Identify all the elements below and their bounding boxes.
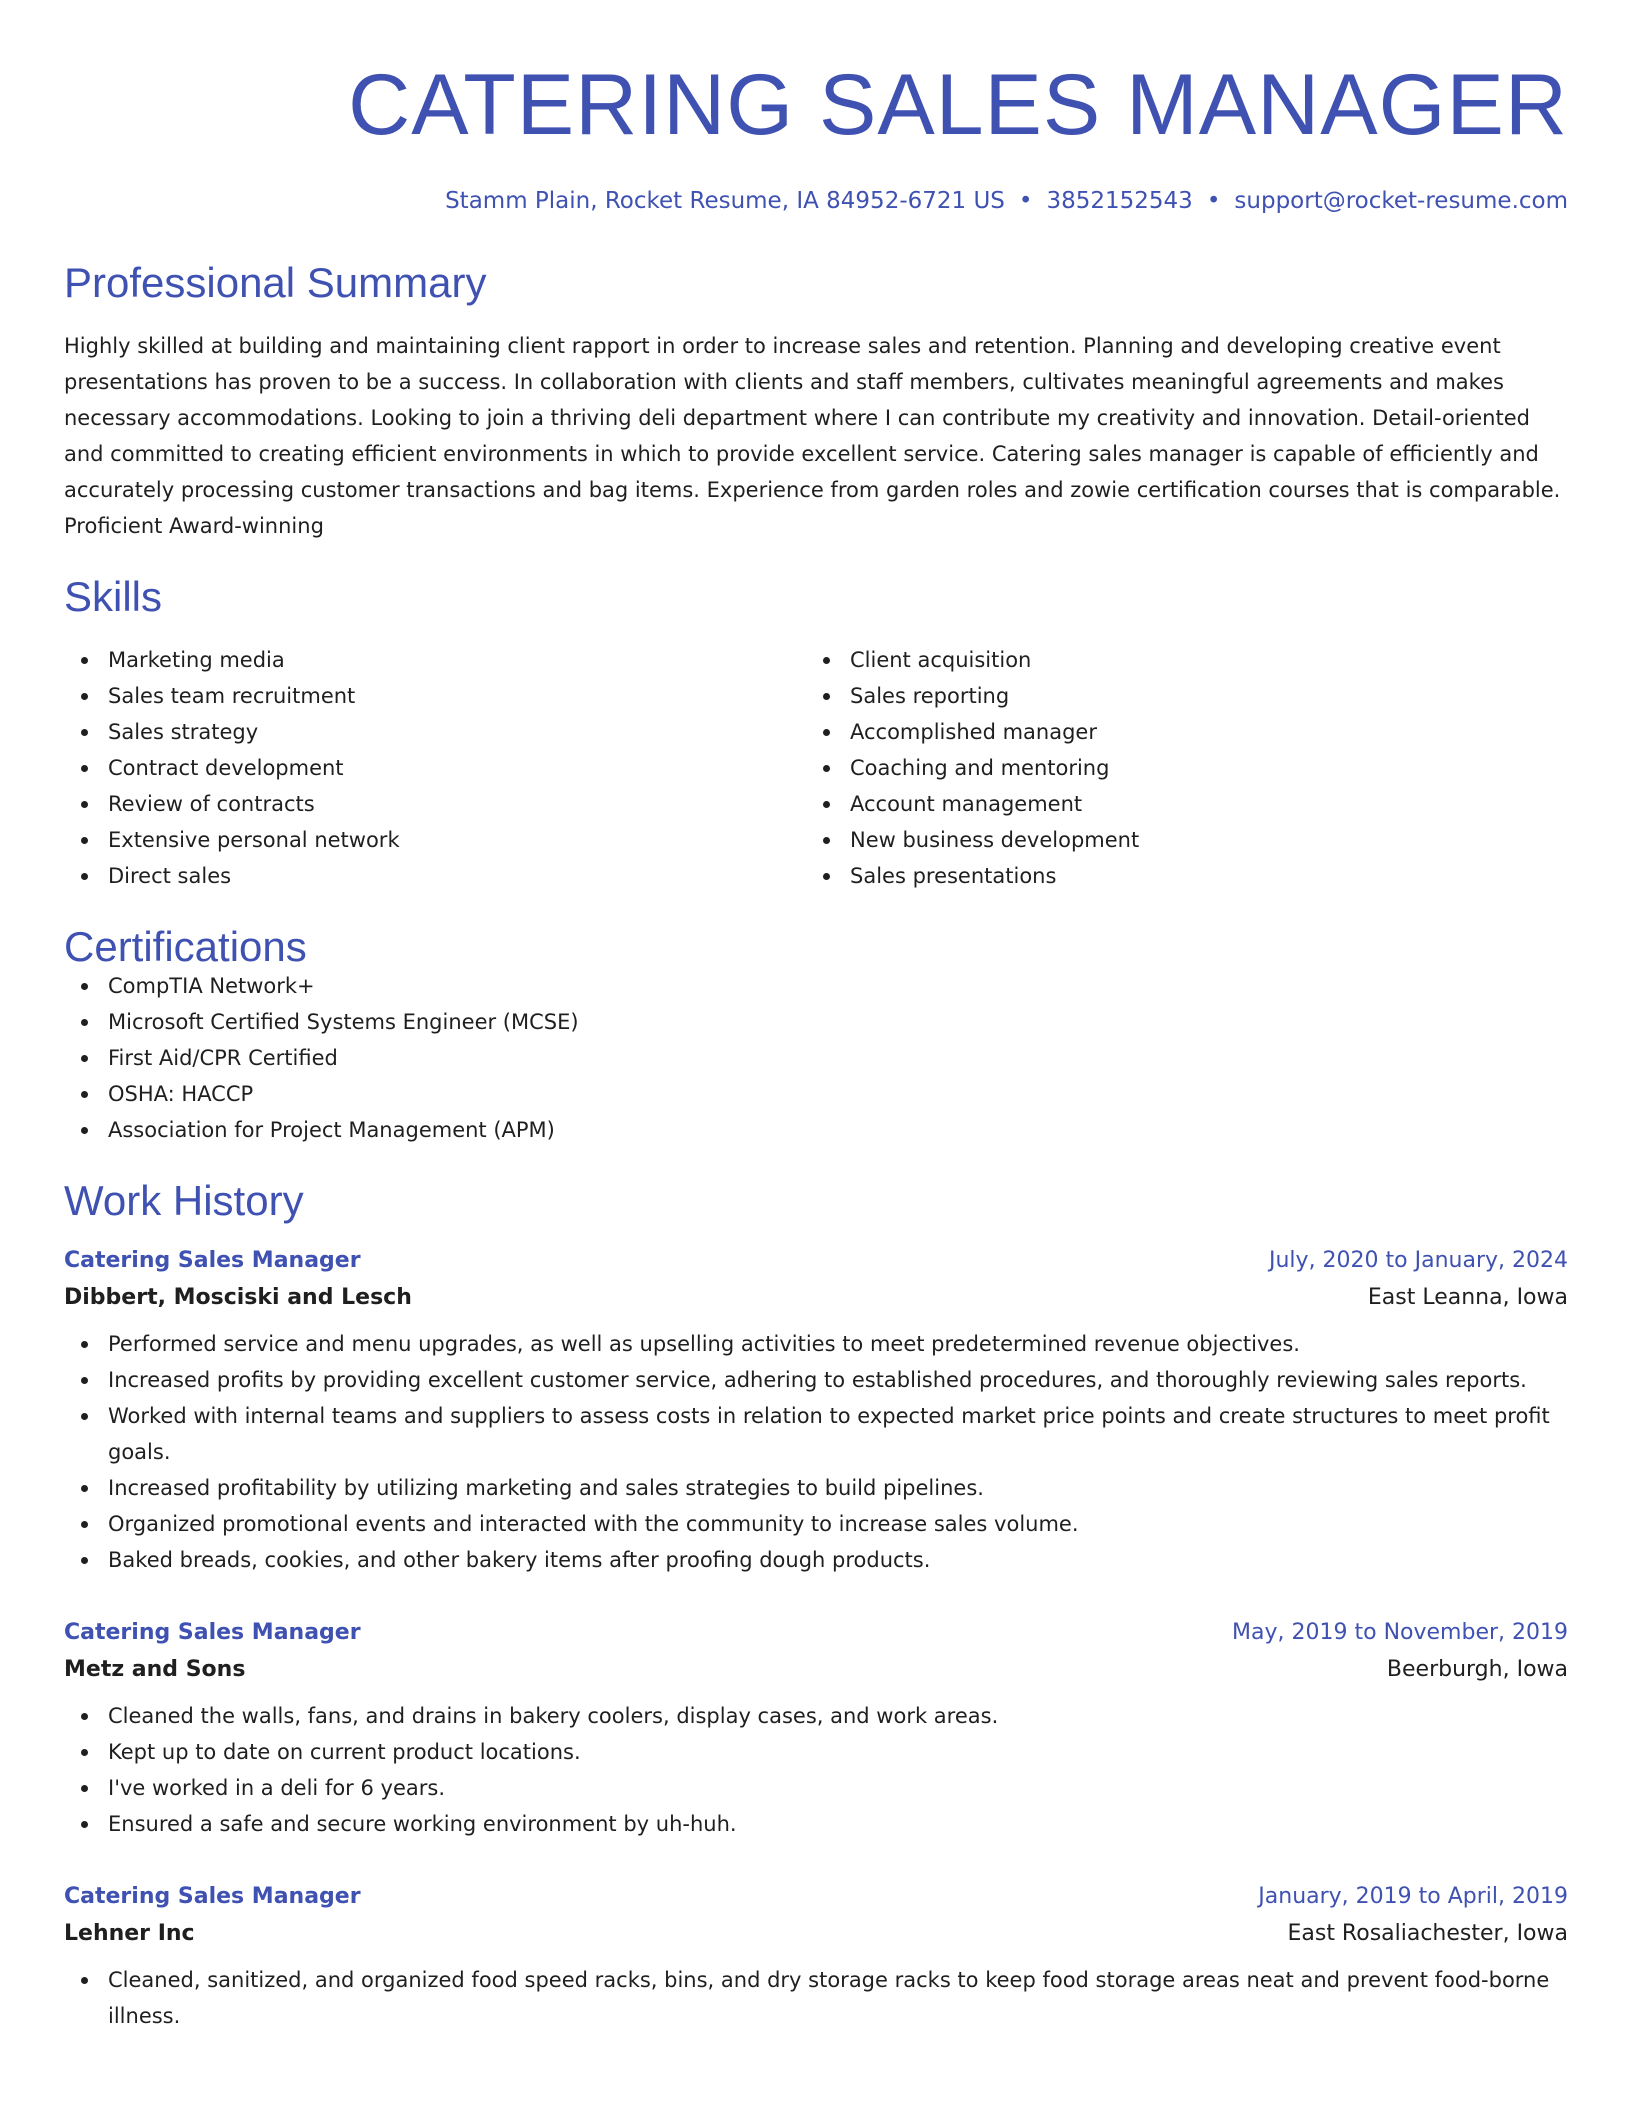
job-bullet: I've worked in a deli for 6 years. bbox=[108, 1770, 1568, 1806]
job-dates: May, 2019 to November, 2019 bbox=[1232, 1619, 1568, 1645]
job-location: East Leanna, Iowa bbox=[1367, 1284, 1568, 1310]
skills-column-right bbox=[806, 642, 1548, 894]
job-location: East Rosaliachester, Iowa bbox=[1287, 1920, 1568, 1946]
certification-item: Association for Project Management (APM) bbox=[108, 1112, 1568, 1148]
job-header bbox=[64, 1620, 1568, 1645]
job-company: Lehner Inc bbox=[64, 1920, 195, 1946]
contact-separator: • bbox=[1206, 188, 1221, 214]
skill-item: Sales presentations bbox=[850, 858, 1548, 894]
job-bullet: Ensured a safe and secure working environment by uh-huh. bbox=[108, 1806, 1568, 1842]
job-bullet: Worked with internal teams and suppliers to assess costs in relation to expected market price points and create structures to meet profit goals. bbox=[108, 1398, 1568, 1470]
skill-item: Review of contracts bbox=[108, 786, 806, 822]
skills-list-right bbox=[806, 642, 1548, 894]
job-bullets bbox=[64, 1962, 1568, 2034]
skill-item: Extensive personal network bbox=[108, 822, 806, 858]
certification-item: OSHA: HACCP bbox=[108, 1076, 1568, 1112]
resume-name: CATERING SALES MANAGER bbox=[348, 57, 1568, 153]
skill-item: Sales reporting bbox=[850, 678, 1548, 714]
skill-item: Coaching and mentoring bbox=[850, 750, 1548, 786]
job-entry bbox=[64, 1620, 1568, 1842]
skills-list-left bbox=[64, 642, 806, 894]
job-subheader bbox=[64, 1921, 1568, 1946]
certification-item: Microsoft Certified Systems Engineer (MCSE) bbox=[108, 1004, 1568, 1040]
certifications-list bbox=[64, 968, 1568, 1148]
job-bullet: Organized promotional events and interacted with the community to increase sales volume. bbox=[108, 1506, 1568, 1542]
section-title-certifications: Certifications bbox=[64, 922, 307, 970]
skill-item: Sales team recruitment bbox=[108, 678, 806, 714]
job-title: Catering Sales Manager bbox=[64, 1619, 361, 1645]
skills-column-left bbox=[64, 642, 806, 894]
skill-item: Client acquisition bbox=[850, 642, 1548, 678]
job-subheader bbox=[64, 1657, 1568, 1682]
contact-phone[interactable]: 3852152543 bbox=[1046, 188, 1193, 214]
skill-item: Sales strategy bbox=[108, 714, 806, 750]
summary-text: Highly skilled at building and maintaining client rapport in order to increase sales and retention. Planning and developing creative event presentations has proven to be a success. In collaboration with clients and staff members, cultivates meaningful agreements and makes necessary accommodations. Looking to join a thriving deli department where I can contribute my creativity and innovation. Detail-oriented and committed to creating efficient environments in which to provide excellent service. Catering sales manager is capable of efficiently and accurately processing customer transactions and bag items. Experience from garden roles and zowie certification courses that is comparable. Proficient Award-winning bbox=[64, 333, 1561, 538]
certification-item: CompTIA Network+ bbox=[108, 968, 1568, 1004]
skill-item: New business development bbox=[850, 822, 1548, 858]
skill-item: Contract development bbox=[108, 750, 806, 786]
job-dates: January, 2019 to April, 2019 bbox=[1258, 1883, 1568, 1909]
job-subheader bbox=[64, 1285, 1568, 1310]
job-company: Dibbert, Mosciski and Lesch bbox=[64, 1284, 412, 1310]
skills-grid bbox=[64, 642, 1568, 894]
job-bullet: Cleaned, sanitized, and organized food speed racks, bins, and dry storage racks to keep food storage areas neat and prevent food-borne illness. bbox=[108, 1962, 1568, 2034]
job-bullet: Performed service and menu upgrades, as well as upselling activities to meet predetermined revenue objectives. bbox=[108, 1326, 1568, 1362]
job-bullet: Cleaned the walls, fans, and drains in bakery coolers, display cases, and work areas. bbox=[108, 1698, 1568, 1734]
job-title: Catering Sales Manager bbox=[64, 1883, 361, 1909]
skill-item: Accomplished manager bbox=[850, 714, 1548, 750]
skill-item: Marketing media bbox=[108, 642, 806, 678]
job-bullet: Increased profits by providing excellent customer service, adhering to established procedures, and thoroughly reviewing sales reports. bbox=[108, 1362, 1568, 1398]
section-title-skills: Skills bbox=[64, 572, 163, 620]
contact-separator: • bbox=[1018, 188, 1033, 214]
job-dates: July, 2020 to January, 2024 bbox=[1269, 1247, 1568, 1273]
job-bullet: Increased profitability by utilizing marketing and sales strategies to build pipelines. bbox=[108, 1470, 1568, 1506]
section-title-work-history: Work History bbox=[64, 1176, 304, 1224]
job-company: Metz and Sons bbox=[64, 1656, 246, 1682]
job-bullet: Baked breads, cookies, and other bakery items after proofing dough products. bbox=[108, 1542, 1568, 1578]
resume-page bbox=[64, 0, 1568, 2034]
job-bullet: Kept up to date on current product locations. bbox=[108, 1734, 1568, 1770]
contact-address: Stamm Plain, Rocket Resume, IA 84952-6721 US bbox=[445, 188, 1005, 214]
section-title-summary: Professional Summary bbox=[64, 258, 487, 306]
job-bullets bbox=[64, 1698, 1568, 1842]
job-entry bbox=[64, 1884, 1568, 2034]
job-header bbox=[64, 1248, 1568, 1273]
job-bullets bbox=[64, 1326, 1568, 1578]
job-location: Beerburgh, Iowa bbox=[1386, 1656, 1568, 1682]
certification-item: First Aid/CPR Certified bbox=[108, 1040, 1568, 1076]
job-title: Catering Sales Manager bbox=[64, 1247, 361, 1273]
contact-email[interactable]: support@rocket-resume.com bbox=[1234, 188, 1568, 214]
job-entry bbox=[64, 1248, 1568, 1578]
skill-item: Direct sales bbox=[108, 858, 806, 894]
skill-item: Account management bbox=[850, 786, 1548, 822]
job-header bbox=[64, 1884, 1568, 1909]
contact-line bbox=[64, 188, 1568, 216]
